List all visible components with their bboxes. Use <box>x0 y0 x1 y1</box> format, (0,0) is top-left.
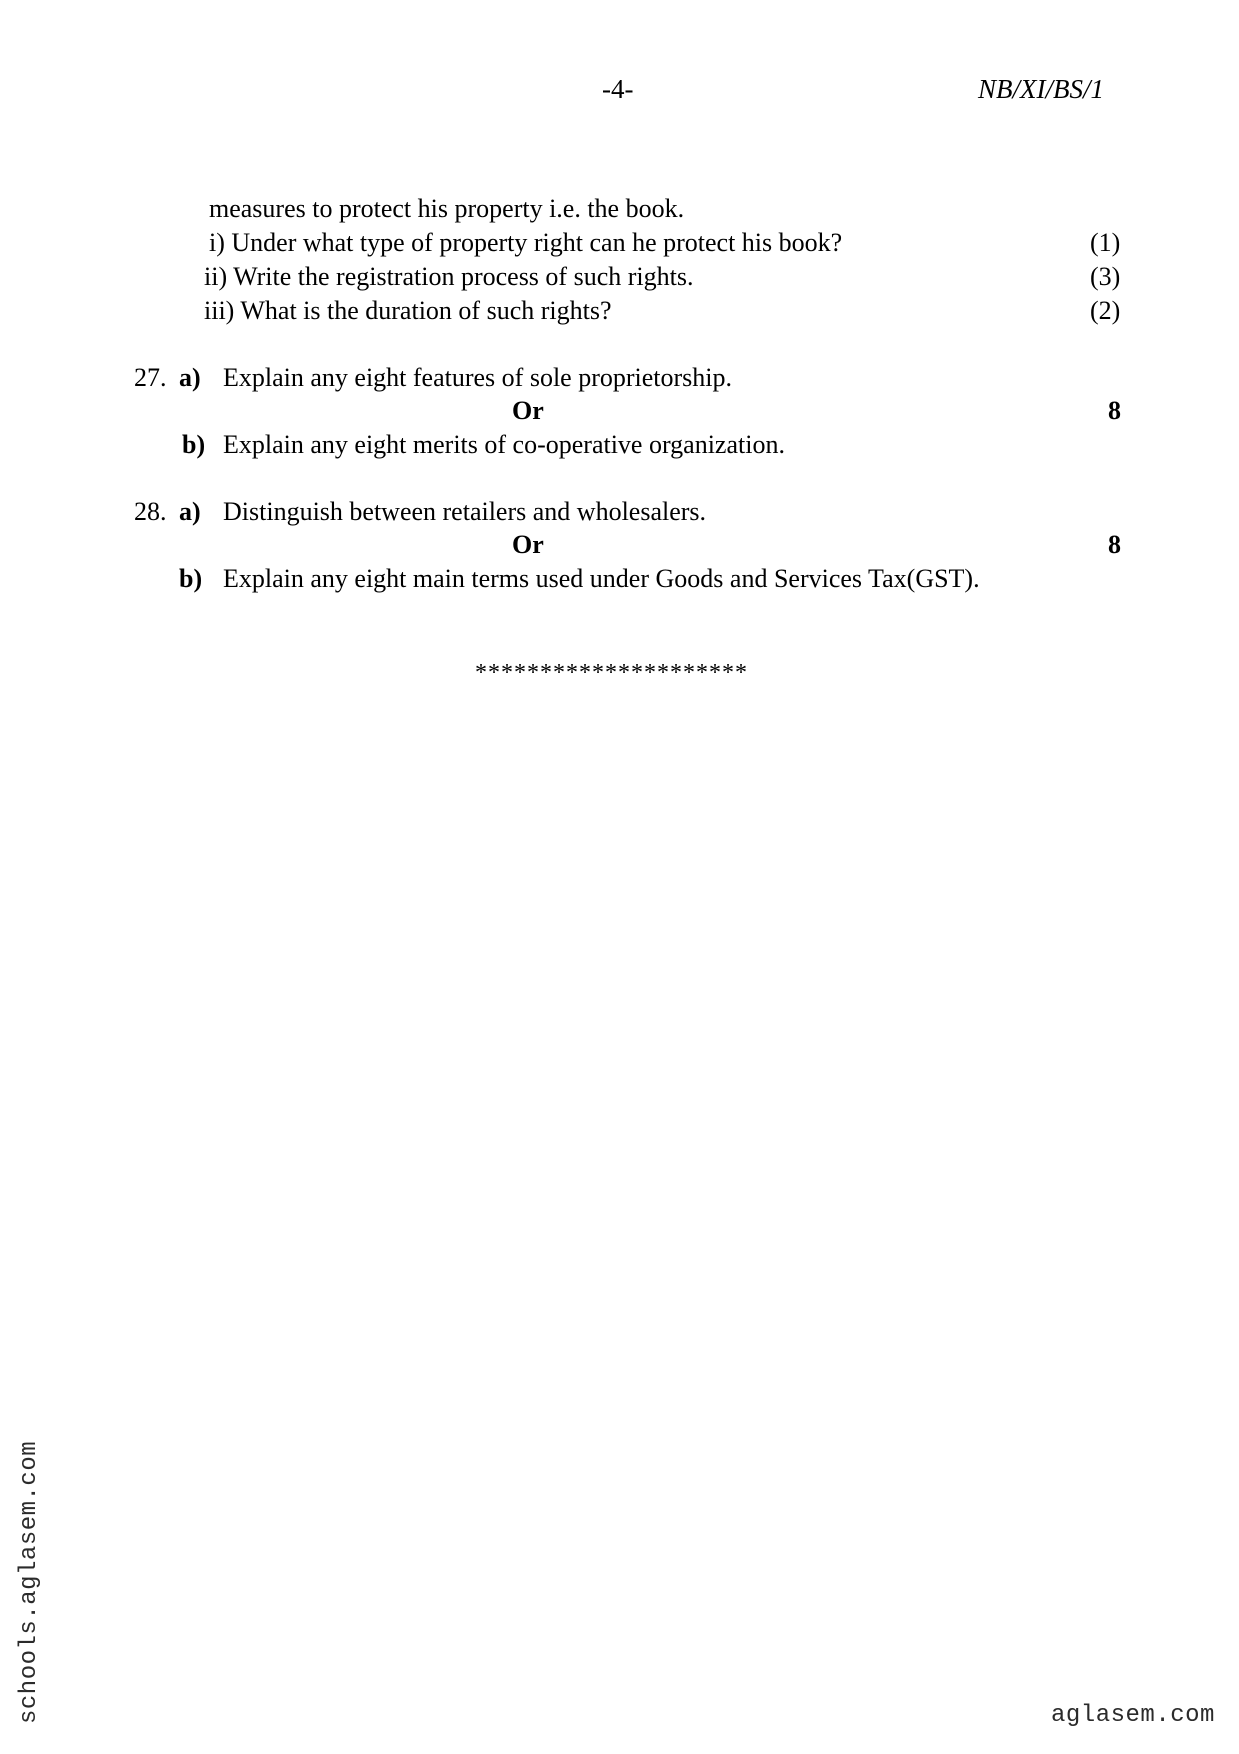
q26-part-i: i) Under what type of property right can he protect his book? <box>209 228 843 257</box>
q27-a-label: a) <box>179 363 201 392</box>
q26-part-ii: ii) Write the registration process of such rights. <box>204 262 694 291</box>
q28-number: 28. <box>134 497 167 526</box>
q28-b-text: Explain any eight main terms used under Goods and Services Tax(GST). <box>223 564 980 593</box>
q26-part-iii: iii) What is the duration of such rights? <box>204 296 612 325</box>
q28-or: Or <box>512 530 544 559</box>
q26-part-iii-marks: (2) <box>1090 296 1121 325</box>
q27-b-label: b) <box>182 430 206 459</box>
q26-intro-text: measures to protect his property i.e. the book. <box>209 194 685 223</box>
q27-number: 27. <box>134 363 167 392</box>
q27-marks: 8 <box>1108 396 1121 425</box>
side-watermark: schools.aglasem.com <box>16 1440 43 1724</box>
q26-part-i-marks: (1) <box>1090 228 1121 257</box>
q27-or: Or <box>512 396 544 425</box>
paper-code: NB/XI/BS/1 <box>978 74 1104 104</box>
q28-a-label: a) <box>179 497 201 526</box>
q28-a-text: Distinguish between retailers and wholesalers. <box>223 497 707 526</box>
q28-b-label: b) <box>179 564 203 593</box>
q28-marks: 8 <box>1108 530 1121 559</box>
end-of-paper-marker: ********************* <box>475 660 748 686</box>
page-number: -4- <box>602 74 634 104</box>
q27-a-text: Explain any eight features of sole proprietorship. <box>223 363 733 392</box>
footer-watermark: aglasem.com <box>1051 1702 1215 1729</box>
q27-b-text: Explain any eight merits of co-operative organization. <box>223 430 785 459</box>
q26-part-ii-marks: (3) <box>1090 262 1121 291</box>
